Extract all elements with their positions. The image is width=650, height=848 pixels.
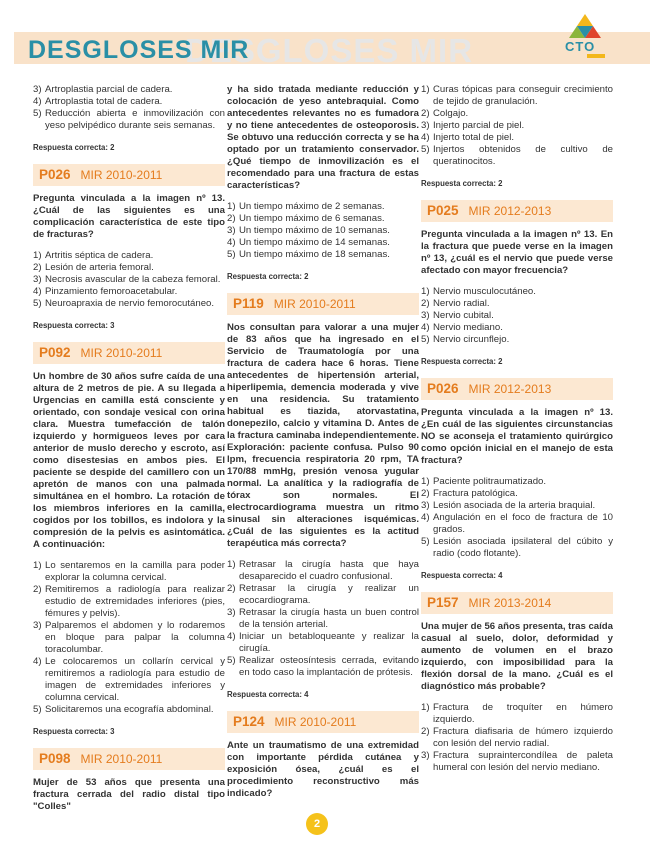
option-item (227, 559, 419, 583)
option-list (421, 476, 613, 560)
question-number: P092 (39, 345, 71, 360)
question-number: P025 (427, 203, 459, 218)
option-text: Un tiempo máximo de 14 semanas. (239, 237, 390, 248)
question-header (33, 342, 225, 364)
question-header (33, 748, 225, 770)
option-text: Pinzamiento femoroacetabular. (45, 286, 178, 297)
question-number: P026 (427, 381, 459, 396)
option-text: Fractura supraintercondílea de paleta humeral con lesión del nervio mediano. (433, 750, 613, 773)
option-text: Un tiempo máximo de 10 semanas. (239, 225, 390, 236)
option-text: Curas tópicas para conseguir crecimiento de tejido de granulación. (433, 84, 613, 107)
cto-logo (563, 14, 607, 64)
option-number: 5) (421, 144, 430, 155)
option-item (421, 512, 613, 536)
option-text: Palparemos el abdomen y lo rodaremos en bloque para palpar la columna toracolumbar. (45, 620, 225, 655)
option-item (227, 655, 419, 679)
option-text: Lesión de arteria femoral. (45, 262, 154, 273)
option-number: 3) (227, 607, 236, 618)
option-number: 5) (227, 655, 236, 666)
option-text: Retrasar la cirugía y realizar un ecocardiograma. (239, 583, 419, 606)
option-number: 4) (421, 132, 430, 143)
option-number: 1) (421, 286, 430, 297)
option-item (33, 108, 225, 132)
option-item (421, 298, 613, 310)
option-number: 3) (421, 120, 430, 131)
answer-label: Respuesta correcta: 4 (421, 571, 503, 580)
option-text: Fractura diafisaria de húmero izquierdo con lesión del nervio radial. (433, 726, 613, 749)
option-item (421, 144, 613, 168)
question-exam: MIR 2010-2011 (80, 752, 163, 766)
option-text: Injertos obtenidos de cultivo de queratinocitos. (433, 144, 613, 167)
question-exam: MIR 2010-2011 (274, 715, 357, 729)
option-number: 3) (227, 225, 236, 236)
option-number: 1) (227, 559, 236, 570)
question-number: P026 (39, 167, 71, 182)
option-number: 4) (227, 631, 236, 642)
option-text: Angulación en el foco de fractura de 10 grados. (433, 512, 613, 535)
option-item (33, 286, 225, 298)
question-number: P119 (233, 296, 264, 311)
option-text: Injerto total de piel. (433, 132, 515, 143)
option-item (33, 560, 225, 584)
option-item (33, 274, 225, 286)
logo-underline (587, 54, 605, 58)
option-number: 2) (227, 213, 236, 224)
option-text: Fractura patológica. (433, 488, 518, 499)
answer-label: Respuesta correcta: 3 (33, 321, 115, 330)
question-number: P124 (233, 714, 265, 729)
option-item (421, 286, 613, 298)
option-item (421, 750, 613, 774)
option-number: 3) (33, 620, 42, 631)
option-number: 3) (33, 274, 42, 285)
option-number: 3) (421, 750, 430, 761)
answer-label: Respuesta correcta: 2 (421, 357, 503, 366)
option-item (227, 201, 419, 213)
question-header (421, 378, 613, 400)
question-text: Pregunta vinculada a la imagen nº 13. ¿Cuál de las siguientes es una complicación característica de este tipo de fracturas? (33, 193, 225, 240)
option-number: 2) (421, 488, 430, 499)
option-number: 2) (33, 584, 42, 595)
answer-label: Respuesta correcta: 2 (227, 272, 309, 281)
option-text: Remitiremos a radiología para realizar estudio de extremidades inferiores (pies, fémures y pelvis). (45, 584, 225, 619)
option-number: 2) (421, 726, 430, 737)
question-number: P157 (427, 595, 459, 610)
option-number: 2) (421, 108, 430, 119)
option-item (421, 322, 613, 334)
option-item (33, 620, 225, 656)
option-text: Lo sentaremos en la camilla para poder explorar la columna cervical. (45, 560, 225, 583)
option-number: 5) (33, 108, 42, 119)
option-text: Retrasar la cirugía hasta un buen control de la tensión arterial. (239, 607, 419, 630)
option-text: Un tiempo máximo de 18 semanas. (239, 249, 390, 260)
option-number: 2) (33, 262, 42, 273)
option-text: Reducción abierta e inmovilización con yeso pelvipédico durante seis semanas. (45, 108, 225, 131)
option-text: Un tiempo máximo de 2 semanas. (239, 201, 385, 212)
question-text: Nos consultan para valorar a una mujer de 83 años que ha ingresado en el Servicio de Traumatología por una fractura de cadera hace 6 horas. Tiene antecedentes de hipertensión arterial, hiperlipemia, demencia moderada y vive en una residencia. Su tratamiento habitual es tiazida, atorvastatina, donepezilo, calcio y vitamina D. Antes de la fractura caminaba independientemente. Exploración: paciente confusa. Pulso 90 lpm, frecuencia respiratoria 20 rpm, TA 170/88 mmHg, presión venosa yugular normal. La analítica y la radiografía de tórax son normales. El electrocardiograma muestra un ritmo sinusal sin alteraciones isquémicas. ¿Cuál de las siguientes es la actitud terapéutica más correcta? (227, 322, 419, 549)
answer-label: Respuesta correcta: 2 (421, 179, 503, 188)
option-text: Nervio radial. (433, 298, 490, 309)
option-item (421, 108, 613, 120)
question-text: Ante un traumatismo de una extremidad con importante pérdida cutánea y exposición ósea, ¿cuál es el procedimiento reconstructivo más indicado? (227, 740, 419, 799)
option-number: 4) (227, 237, 236, 248)
header-ghost-title: DESGLOSES MIR (185, 32, 474, 69)
option-item (421, 132, 613, 144)
option-item (421, 702, 613, 726)
option-item (227, 237, 419, 249)
option-text: Artroplastia total de cadera. (45, 96, 163, 107)
question-exam: MIR 2012-2013 (468, 382, 552, 396)
option-text: Nervio cubital. (433, 310, 494, 321)
option-number: 1) (33, 250, 42, 261)
option-number: 5) (227, 249, 236, 260)
option-item (33, 584, 225, 620)
option-item (33, 250, 225, 262)
option-number: 5) (421, 536, 430, 547)
option-number: 4) (33, 656, 42, 667)
question-text: Pregunta vinculada a la imagen nº 13. ¿En cuál de las siguientes circunstancias NO se aconseja el tratamiento quirúrgico como opción inicial en el manejo de esta fractura? (421, 407, 613, 466)
option-item (33, 262, 225, 274)
option-number: 1) (421, 702, 430, 713)
option-text: Injerto parcial de piel. (433, 120, 525, 131)
page-header (0, 0, 650, 82)
option-item (421, 334, 613, 346)
option-number: 4) (421, 322, 430, 333)
option-number: 4) (421, 512, 430, 523)
option-number: 3) (421, 310, 430, 321)
option-text: Necrosis avascular de la cabeza femoral. (45, 274, 221, 285)
option-item (33, 656, 225, 704)
option-text: Retrasar la cirugía hasta que haya desaparecido el cuadro confusional. (239, 559, 419, 582)
option-text: Nervio musculocutáneo. (433, 286, 536, 297)
option-list (33, 560, 225, 716)
option-item (33, 704, 225, 716)
answer-label: Respuesta correcta: 4 (227, 690, 309, 699)
option-text: Artroplastia parcial de cadera. (45, 84, 173, 95)
option-item (421, 476, 613, 488)
option-text: Un tiempo máximo de 6 semanas. (239, 213, 385, 224)
question-exam: MIR 2010-2011 (80, 346, 163, 360)
question-header (227, 293, 419, 315)
option-item (421, 310, 613, 322)
question-number: P098 (39, 751, 71, 766)
option-number: 5) (421, 334, 430, 345)
question-header (421, 592, 613, 614)
logo-triangle-icon (569, 14, 601, 38)
option-number: 1) (227, 201, 236, 212)
option-list (421, 286, 613, 346)
logo-text: CTO (565, 39, 596, 54)
option-item (421, 726, 613, 750)
option-text: Colgajo. (433, 108, 469, 119)
option-item (227, 583, 419, 607)
option-list (421, 702, 613, 774)
option-item (227, 213, 419, 225)
column-1 (33, 84, 225, 822)
option-item (421, 120, 613, 132)
option-text: Iniciar un betabloqueante y realizar la cirugía. (239, 631, 419, 654)
question-text: Un hombre de 30 años sufre caída de una altura de 2 metros de pie. A su llegada a Urgencias en camilla está consciente y orientado, con sondaje vesical con orina clara. Muestra tumefacción de talón izquierdo y hormigueos leves por cara anterior de muslo derecho y escroto, así como disestesias en ambos pies. El paciente se despide del camillero con un apretón de manos con una palmada simultánea en el hombro. La rotación de los miembros inferiores en la camilla, cogidos por los tobillos, es indolora y la compresión de la pelvis es asintomática. A continuación: (33, 371, 225, 550)
option-list (421, 84, 613, 168)
option-item (421, 536, 613, 560)
option-text: Nervio circunflejo. (433, 334, 510, 345)
option-number: 1) (421, 84, 430, 95)
option-item (33, 298, 225, 310)
column-2 (227, 84, 419, 809)
option-text: Nervio mediano. (433, 322, 503, 333)
option-list (33, 84, 225, 132)
option-number: 2) (421, 298, 430, 309)
option-number: 5) (33, 704, 42, 715)
option-item (227, 631, 419, 655)
option-number: 3) (33, 84, 42, 95)
question-header (227, 711, 419, 733)
option-item (421, 500, 613, 512)
option-number: 3) (421, 500, 430, 511)
answer-label: Respuesta correcta: 2 (33, 143, 115, 152)
option-number: 1) (33, 560, 42, 571)
option-text: Lesión asociada de la arteria braquial. (433, 500, 596, 511)
option-item (227, 607, 419, 631)
question-text: Mujer de 53 años que presenta una fractura cerrada del radio distal tipo "Colles" (33, 777, 225, 812)
option-text: Artritis séptica de cadera. (45, 250, 154, 261)
page-title: DESGLOSES MIR (28, 36, 250, 64)
option-list (227, 559, 419, 679)
question-text: Pregunta vinculada a la imagen nº 13. En la fractura que puede verse en la imagen nº 13, ¿cuál es el nervio que puede verse afectado con mayor frecuencia? (421, 229, 613, 276)
option-text: Realizar osteosíntesis cerrada, evitando en todo caso la implantación de prótesis. (239, 655, 419, 678)
option-item (227, 249, 419, 261)
option-item (421, 84, 613, 108)
question-exam: MIR 2013-2014 (468, 596, 552, 610)
option-text: Le colocaremos un collarín cervical y remitiremos a radiología para estudio de imagen de extremidades inferiores y columna cervical. (45, 656, 225, 703)
option-text: Fractura de troquíter en húmero izquierdo. (433, 702, 613, 725)
question-text: y ha sido tratada mediante reducción y colocación de yeso antebraquial. Como antecedentes relevantes no es fumadora y no tiene antecedentes de osteoporosis. Se obtuvo una reducción correcta y se ha optado por un tratamiento conservador. ¿Qué tiempo de inmovilización es el recomendado para una fractura de estas características? (227, 84, 419, 191)
question-exam: MIR 2012-2013 (468, 204, 552, 218)
option-text: Neuroapraxia de nervio femorocutáneo. (45, 298, 215, 309)
question-header (33, 164, 225, 186)
option-number: 2) (227, 583, 236, 594)
option-list (33, 250, 225, 310)
option-list (227, 201, 419, 261)
option-number: 1) (421, 476, 430, 487)
option-text: Solicitaremos una ecografía abdominal. (45, 704, 214, 715)
option-item (227, 225, 419, 237)
option-number: 4) (33, 96, 42, 107)
question-exam: MIR 2010-2011 (273, 297, 356, 311)
option-item (33, 84, 225, 96)
option-text: Paciente politraumatizado. (433, 476, 547, 487)
option-number: 5) (33, 298, 42, 309)
option-item (421, 488, 613, 500)
question-text: Una mujer de 56 años presenta, tras caída casual al suelo, dolor, deformidad y aumento de volumen en el brazo izquierdo, con imposibilidad para la flexión dorsal de la mano. ¿Cuál es el diagnóstico más probable? (421, 621, 613, 692)
column-3 (421, 84, 613, 774)
question-header (421, 200, 613, 222)
option-text: Lesión asociada ipsilateral del cúbito y radio (codo flotante). (433, 536, 613, 559)
page-number: 2 (306, 813, 328, 835)
option-item (33, 96, 225, 108)
question-exam: MIR 2010-2011 (80, 168, 163, 182)
answer-label: Respuesta correcta: 3 (33, 727, 115, 736)
option-number: 4) (33, 286, 42, 297)
